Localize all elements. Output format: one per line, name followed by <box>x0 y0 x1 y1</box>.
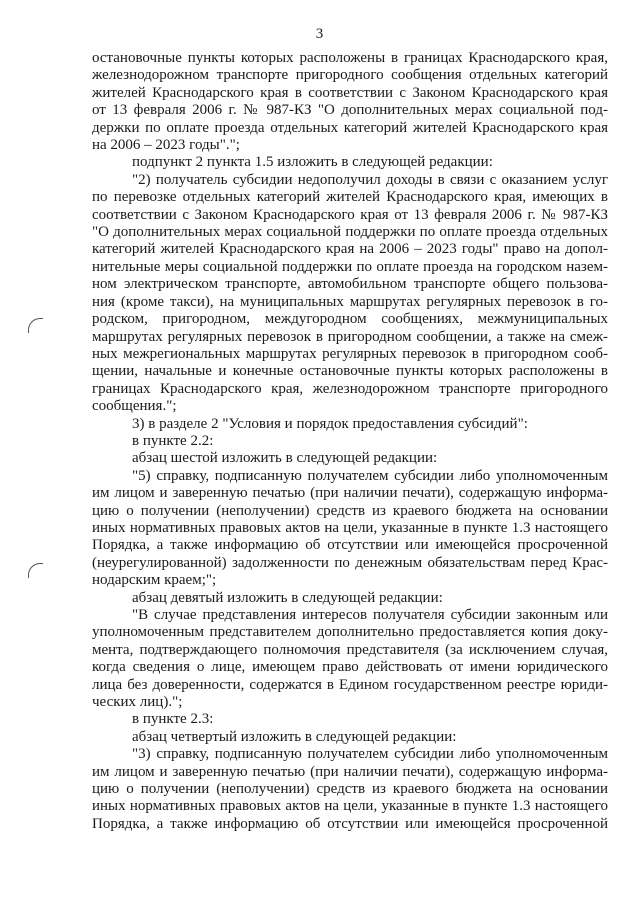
punch-hole-mark-top <box>28 318 43 333</box>
document-body <box>92 50 608 833</box>
text-line: абзац девятый изложить в следующей редакции: <box>132 589 443 606</box>
text-line: цию о получении (неполучении) средств из краевого бюджета на основании <box>92 502 608 519</box>
text-line: абзац шестой изложить в следующей редакции: <box>132 450 438 467</box>
text-line: цию о получении (неполучении) средств из краевого бюджета на основании <box>92 781 608 798</box>
text-line: от 13 февраля 2006 г. № 987-КЗ "О дополнительных мерах социальной под- <box>92 102 608 119</box>
text-line: щении, начальные и конечные остановочные пункты которых расположены в <box>92 363 608 380</box>
text-line: ных межрегиональных маршрутах регулярных перевозок в пригородном сооб- <box>92 345 608 362</box>
text-line: соответствии с Законом Краснодарского края от 13 февраля 2006 г. № 987-КЗ <box>92 206 608 223</box>
text-line: иных нормативных правовых актов на цели, указанные в пункте 1.3 настоящего <box>92 519 608 536</box>
text-line: "О дополнительных мерах социальной поддержки по оплате проезда отдельных <box>92 224 608 241</box>
punch-hole-mark-bottom <box>28 563 43 578</box>
text-line: остановочные пункты которых расположены в границах Краснодарского края, <box>92 50 608 66</box>
text-line: по перевозке отдельных категорий жителей Краснодарского края, имеющих в <box>92 189 608 206</box>
text-line: категорий жителей Краснодарского края на 2006 – 2023 годы" право на допол- <box>92 241 608 258</box>
text-line: "5) справку, подписанную получателем субсидии либо уполномоченным <box>132 467 608 484</box>
text-line: нодарским краем;"; <box>92 572 217 589</box>
text-line: уполномоченным представителем дополнительно предоставляется копия доку- <box>92 624 608 641</box>
text-line: в пункте 2.2: <box>132 432 214 449</box>
text-line: иных нормативных правовых актов на цели, указанные в пункте 1.3 настоящего <box>92 798 608 815</box>
page-number: 3 <box>315 26 324 42</box>
text-line: сообщения."; <box>92 398 177 415</box>
text-line: маршрутах регулярных перевозок в пригородном сообщении, а также на смеж- <box>92 328 608 345</box>
text-line: мента, подтверждающего полномочия представителя (за исключением случая, <box>92 641 608 658</box>
text-line: на 2006 – 2023 годы"."; <box>92 137 240 154</box>
text-line: в пункте 2.3: <box>132 711 214 728</box>
text-line: "2) получатель субсидии недополучил доходы в связи с оказанием услуг <box>132 171 608 188</box>
text-line: жителей Краснодарского края в соответствии с Законом Краснодарского края <box>92 84 608 101</box>
text-line: держки по оплате проезда отдельных категорий жителей Краснодарского края <box>92 119 608 136</box>
text-line: когда сведения о лице, имеющем право действовать от имени юридического <box>92 659 608 676</box>
text-line: "В случае представления интересов получателя субсидии законным или <box>132 607 608 623</box>
text-line: Порядка, а также информацию об отсутствии или имеющейся просроченной <box>92 537 608 554</box>
text-line: им лицом и заверенную печатью (при наличии печати), содержащую информа- <box>92 763 608 780</box>
text-line: (неурегулированной) задолженности по денежным обязательствам перед Крас- <box>92 554 608 571</box>
text-line: родском, пригородном, междугородном сообщениях, межмуниципальных <box>92 311 608 328</box>
text-line: границах Краснодарского края, железнодорожном транспорте пригородного <box>92 380 608 397</box>
text-line: ном электрическом транспорте, автомобильном транспорте общего пользова- <box>92 276 608 293</box>
text-line: им лицом и заверенную печатью (при наличии печати), содержащую информа- <box>92 485 608 502</box>
text-line: нительные меры социальной поддержки по оплате проезда на городском назем- <box>92 258 608 275</box>
text-line: железнодорожном транспорте пригородного сообщения отдельных категорий <box>92 67 608 84</box>
text-line: ческих лиц)."; <box>92 694 183 711</box>
text-line: 3) в разделе 2 "Условия и порядок предоставления субсидий": <box>132 415 528 432</box>
text-line: ния (кроме такси), на муниципальных маршрутах регулярных перевозок в го- <box>92 293 608 310</box>
text-line: Порядка, а также информацию об отсутствии или имеющейся просроченной <box>92 815 608 832</box>
text-line: абзац четвертый изложить в следующей редакции: <box>132 728 457 745</box>
text-line: подпункт 2 пункта 1.5 изложить в следующей редакции: <box>132 154 493 171</box>
text-line: "3) справку, подписанную получателем субсидии либо уполномоченным <box>132 746 608 763</box>
text-line: лица без доверенности, содержатся в Едином государственном реестре юриди- <box>92 676 608 693</box>
